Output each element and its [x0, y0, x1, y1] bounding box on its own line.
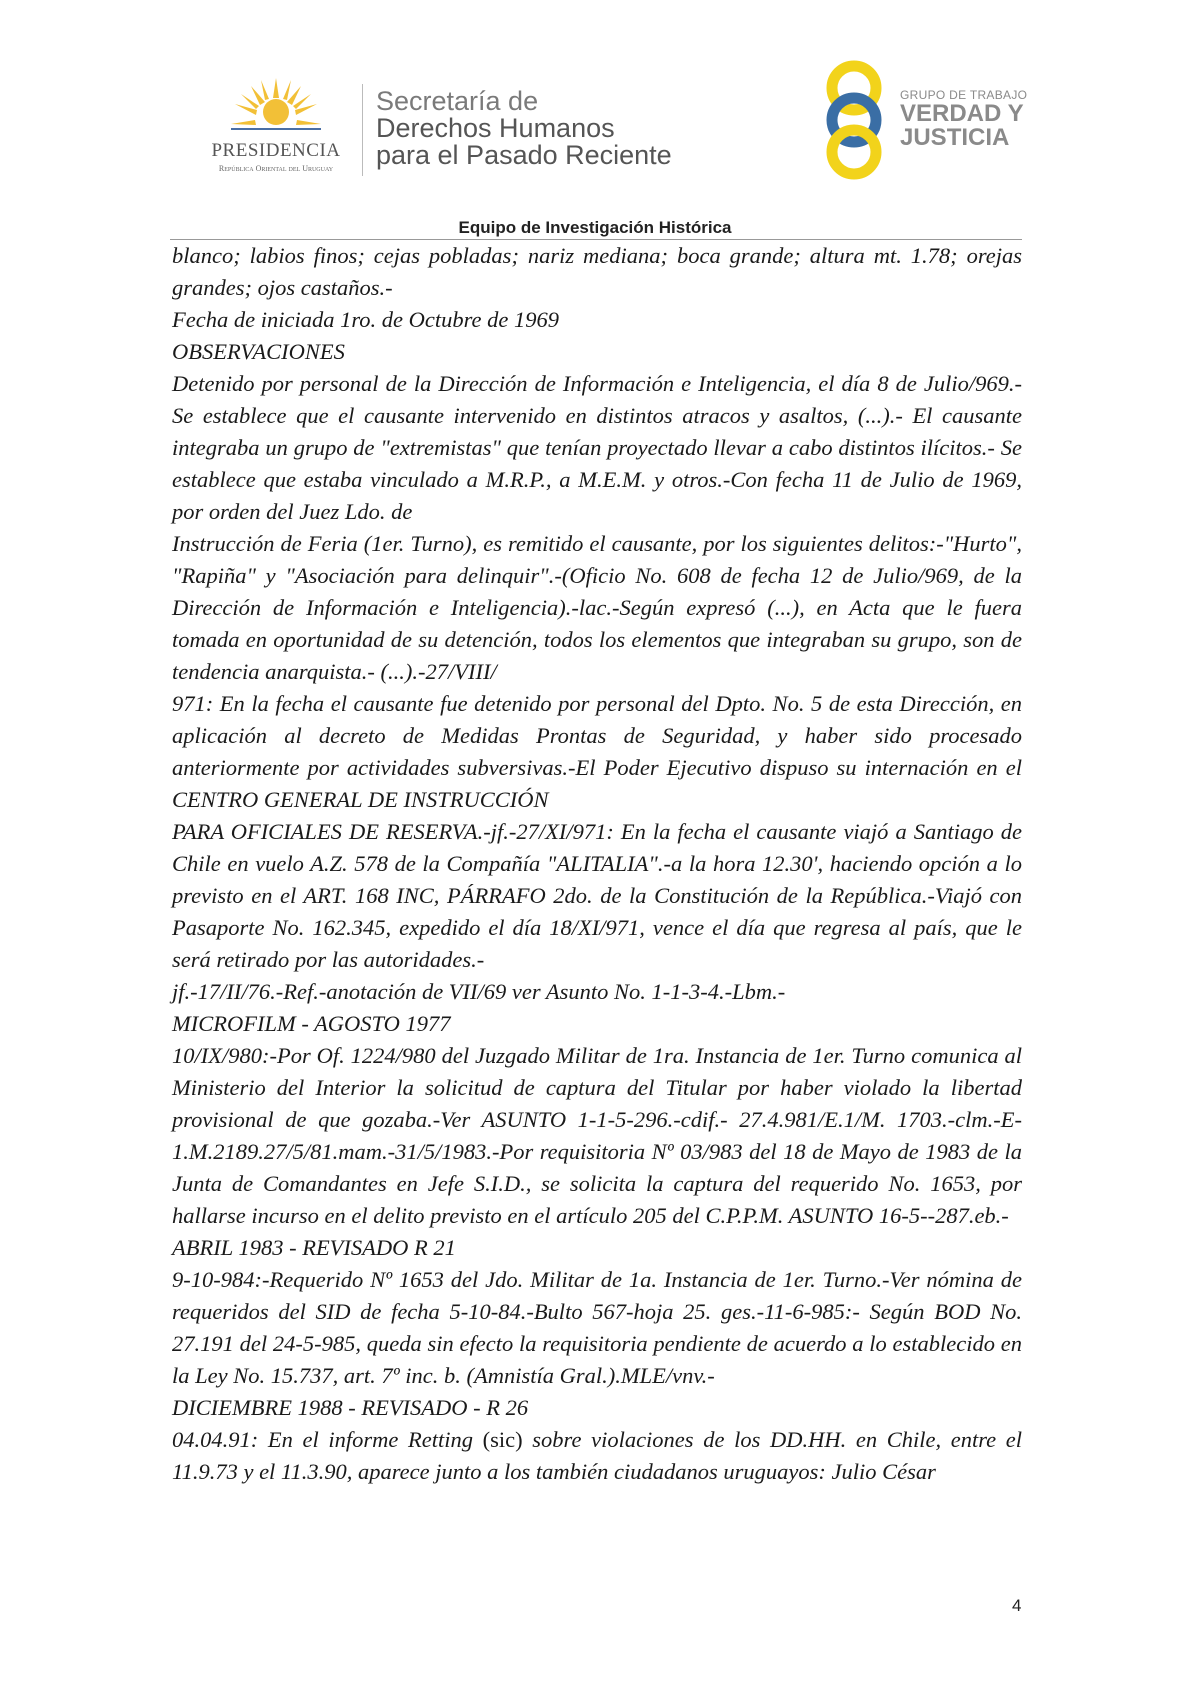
secretaria-line-1: Secretaría de: [376, 86, 539, 116]
page-number: 4: [1012, 1596, 1022, 1615]
presidencia-subtitle: República Oriental del Uruguay: [218, 164, 334, 173]
secretaria-line-3: para el Pasado Reciente: [376, 140, 672, 170]
gtvj-line-2: VERDAD Y: [900, 100, 1024, 127]
document-body: [172, 240, 1022, 1488]
presidencia-logo: [196, 78, 356, 178]
section-subheader: Equipo de Investigación Histórica: [458, 218, 732, 237]
body-paragraph: Detenido por personal de la Dirección de Información e Inteligencia, el día 8 de Julio/969.-Se establece que el causante intervenido en distintos atracos y asaltos, (...).- El causante integraba un grupo de "extremistas" que tenían proyectado llevar a cabo distintos ilícitos.- Se establece que estaba vinculado a M.R.P., a M.E.M. y otros.-Con fecha 11 de Julio de 1969, por orden del Juez Ldo. de: [172, 371, 1022, 524]
body-paragraph: jf.-17/II/76.-Ref.-anotación de VII/69 ver Asunto No. 1-1-3-4.-Lbm.-: [172, 979, 786, 1004]
gtvj-line-3: JUSTICIA: [900, 124, 1010, 151]
verdad-justicia-text: [900, 88, 1027, 150]
secretaria-logo-text: [376, 88, 672, 169]
body-paragraph: Fecha de iniciada 1ro. de Octubre de 1969: [172, 307, 559, 332]
body-paragraph: Instrucción de Feria (1er. Turno), es remitido el causante, por los siguientes delitos:-"Hurto", "Rapiña" y "Asociación para delinquir".-(Oficio No. 608 de fecha 12 de Julio/969, de la Dirección de Información e Inteligencia).-lac.-Según expresó (...), en Acta que le fuera tomada en oportunidad de su detención, todos los elementos que integraban su grupo, son de tendencia anarquista.- (...).-27/VIII/: [172, 531, 1022, 684]
sun-emblem-icon: [231, 78, 321, 140]
body-paragraph-last: [172, 1424, 1022, 1488]
body-paragraph: OBSERVACIONES: [172, 339, 345, 364]
body-paragraph: PARA OFICIALES DE RESERVA.-jf.-27/XI/971: En la fecha el causante viajó a Santiago de Chile en vuelo A.Z. 578 de la Compañía "ALITALIA".-a la hora 12.30', haciendo opción a lo previsto en el ART. 168 INC, PÁRRAFO 2do. de la Constitución de la República.-Viajó con Pasaporte No. 162.345, expedido el día 18/XI/971, vence el día que regresa al país, que le será retirado por las autoridades.-: [172, 819, 1022, 972]
body-paragraph: DICIEMBRE 1988 - REVISADO - R 26: [172, 1395, 529, 1420]
body-paragraph: ABRIL 1983 - REVISADO R 21: [172, 1235, 456, 1260]
body-paragraph: 10/IX/980:-Por Of. 1224/980 del Juzgado Militar de 1ra. Instancia de 1er. Turno comunica al Ministerio del Interior la solicitud de captura del Titular por haber violado la libertad provisional de que gozaba.-Ver ASUNTO 1-1-5-296.-cdif.- 27.4.981/E.1/M. 1703.-clm.-E-1.M.2189.27/5/81.mam.-31/5/1983.-Por requisitoria Nº 03/983 del 18 de Mayo de 1983 de la Junta de Comandantes en Jefe S.I.D., se solicita la captura del requerido No. 1653, por hallarse incurso en el delito previsto en el artículo 205 del C.P.P.M. ASUNTO 16-5--287.eb.-: [172, 1043, 1022, 1228]
body-paragraph: MICROFILM - AGOSTO 1977: [172, 1011, 451, 1036]
gtvj-line-1: GRUPO DE TRABAJO: [900, 88, 1028, 102]
logo-divider: [362, 84, 363, 176]
body-paragraph: 971: En la fecha el causante fue detenido por personal del Dpto. No. 5 de esta Dirección, en aplicación al decreto de Medidas Prontas de Seguridad, y haber sido procesado anteriormente por actividades subversivas.-El Poder Ejecutivo dispuso su internación en el CENTRO GENERAL DE INSTRUCCIÓN: [172, 691, 1022, 812]
last-paragraph-start: 04.04.91: En el informe Retting: [172, 1427, 483, 1452]
sic-note: (sic): [482, 1427, 523, 1452]
body-paragraph: 9-10-984:-Requerido Nº 1653 del Jdo. Militar de 1a. Instancia de 1er. Turno.-Ver nómina de requeridos del SID de fecha 5-10-84.-Bulto 567-hoja 25. ges.-11-6-985:- Según BOD No. 27.191 del 24-5-985, queda sin efecto la requisitoria pendiente de acuerdo a lo establecido en la Ley No. 15.737, art. 7º inc. b. (Amnistía Gral.).MLE/vnv.-: [172, 1267, 1022, 1388]
body-paragraph: blanco; labios finos; cejas pobladas; nariz mediana; boca grande; altura mt. 1.78; orejas grandes; ojos castaños.-: [172, 243, 1022, 300]
secretaria-line-2: Derechos Humanos: [376, 113, 615, 143]
page-header: [0, 0, 1190, 240]
last-paragraph-end: sobre violaciones de los DD.HH. en Chile, entre el 11.9.73 y el 11.3.90, aparece junto a los también ciudadanos uruguayos: Julio César: [172, 1427, 1022, 1484]
verdad-justicia-rings-icon: [818, 58, 908, 182]
presidencia-name: PRESIDENCIA: [211, 140, 341, 161]
